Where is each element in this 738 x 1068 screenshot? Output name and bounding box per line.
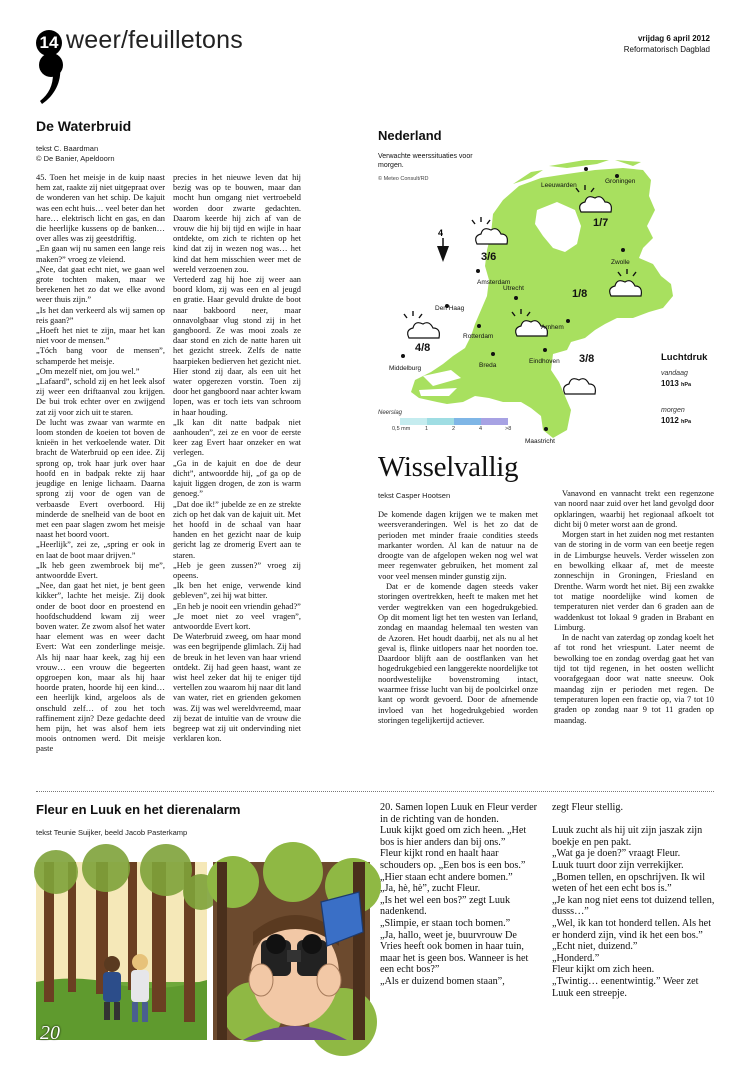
pressure-tomorrow-value	[661, 416, 691, 425]
precip-swatch	[400, 418, 427, 425]
city-label: Den Haag	[435, 305, 465, 312]
city-label: Amsterdam	[477, 279, 511, 286]
weather-column-2	[554, 489, 714, 725]
comma-logo-icon	[36, 52, 66, 104]
story-paragraph: Vertederd zag hij hoe zij weer aan boord klom, zij was een en al jeugd en gratie. Haar gevuld drukte de boot naar bakboord neer, maar onnavolgbaar vlug stond zij in het gangboord. Ze was mooi zoals ze daar stond en zich de natte haren uit het gezicht streek. Zelfs de natte haarpieken bedierven het gezicht niet. Hier stond zij daar, als een uit het water opgerezen vorstin. Toen zij door het gangboord naar achter kwam lopen, was er toch iets van schroom in haar houding.	[173, 275, 301, 417]
kids-paragraph: „Wat ga je doen?” vraagt Fleur.	[552, 848, 681, 860]
city-dot	[491, 352, 495, 356]
weather-column-1	[378, 510, 538, 725]
city-label: Zwolle	[611, 259, 630, 266]
temperature-label: 4/8	[415, 342, 431, 354]
sun-cloud-icon	[404, 311, 439, 338]
story-paragraph: „En gaan wij nu samen een lange reis maken?” vroeg ze vleiend.	[36, 244, 165, 264]
story-column-2	[173, 173, 301, 744]
pressure-unit: hPa	[681, 382, 692, 388]
kids-paragraph: „Bomen tellen, en opschrijven. Ik wil weten of het een echt bos is.”	[552, 871, 706, 895]
precip-swatch	[454, 418, 481, 425]
city-label: Maastricht	[525, 438, 555, 445]
temperature-label: 1/7	[593, 217, 609, 229]
story-title: De Waterbruid	[36, 118, 132, 134]
precip-swatch	[427, 418, 454, 425]
kids-paragraph: „Slimpie, er staan toch bomen.”	[380, 917, 511, 929]
wind-arrow-icon	[437, 238, 449, 262]
precip-tick: 4	[479, 426, 483, 432]
weather-paragraph: In de nacht van zaterdag op zondag koelt het af tot rond het vriespunt. Later neemt de bewolking toe en zondag overdag gaat het van tijd tot tijd regenen, in het oosten wellicht voorafgegaan door wat natte sneeuw. Ook maandag zijn er perioden met regen. De temperaturen lopen een fractie op, via 7 tot 10 graden op zondag naar 9 tot 11 graden op maandag.	[554, 633, 714, 725]
pressure-today-value	[661, 379, 691, 388]
city-dot	[543, 348, 547, 352]
weather-title: Nederland	[378, 128, 442, 143]
story-paragraph: „Ga in de kajuit en doe de deur dicht”, antwoordde hij, „of ga op de kajuit liggen drogen, de zon is warm genoeg.”	[173, 458, 301, 499]
city-dot	[401, 354, 405, 358]
city-label: Utrecht	[503, 285, 524, 292]
story-paragraph: „Ik ben het enige, verwende kind gebleven”, zei hij wat bitter.	[173, 581, 301, 601]
kids-paragraph: zegt Fleur stellig.	[552, 802, 624, 813]
city-label: Breda	[479, 362, 497, 369]
story-paragraph: „Heerlijk”, zei ze, „spring er ook in en laat de boot maar drijven.”	[36, 540, 165, 560]
story-paragraph: „Ik kan dit natte badpak niet aanhouden”, zei ze en voor de eerste keer zag Evert haar onzeker en wat verlegen.	[173, 417, 301, 458]
weather-paragraph: Dat er de komende dagen steeds vaker storingen overtrekken, heeft te maken met het verder wegtrekken van een hogedrukgebied. Op dit moment ligt het ten westen van Ierland, zondag en maandag helemaal ten westen van de Azoren. Het houdt daarbij, net als nu al het geval is, flinke uitlopers naar het noorden toe. Daardoor blijft aan de oostflanken van het hogedrukgebied een langgerekte noordelijke tot noordwestelijke bovenstroming intact, waarmee frisse lucht van bij de poolcirkel onze kant op wordt gevoerd. Door de afnemende invloed van het hogedrukgebied worden storingen tegelijkertijd actiever.	[378, 582, 538, 725]
story-paragraph: „Nee, dat gaat echt niet, we gaan wel grote tochten maken, maar we berekenen het zo dat we elke avond weer thuis zijn.”	[36, 264, 165, 305]
story-paragraph: 45. Toen het meisje in de kuip naast hem zat, raakte zij niet uitgepraat over de wonderen van het schip. De kajuit was een echt huis… veel beter dan het hare… elektrisch licht en gas, en dan die heerlijke kussens op de banken… over alles was zij geestdriftig.	[36, 173, 165, 244]
story-paragraph: „Heb je geen zussen?” vroeg zij opeens.	[173, 560, 301, 580]
story-paragraph: „Dat doe ik!” jubelde ze en ze strekte zich op het dak van de kajuit uit. Met het hoofd in de schaal van haar handen en het gezicht naar de kuip gericht lag ze dromerig Evert aan te staren.	[173, 499, 301, 560]
temperature-label: 3/8	[579, 353, 595, 365]
precip-tick: 2	[452, 426, 456, 432]
pressure-tomorrow-number: 1012	[661, 416, 679, 425]
kids-paragraph: Fleur kijkt om zich heen.	[552, 964, 655, 976]
story-paragraph: De Waterbruid zweeg, om haar mond was een begrijpende glimlach. Zij had de breuk in het leven van haar vriend ontdekt. Zij had geen haast, want ze wist heel zeker dat hij te eniger tijd vertellen zou waarom hij naar dit land van water, riet en grienden gekomen was. Zij was wel wereldvreemd, maar zij bezat de intuïtie van de vrouw die begreep wat zij uit ondervinding niet verklaren kon.	[173, 632, 301, 744]
city-dot	[514, 296, 518, 300]
temperature-label: 1/8	[572, 288, 588, 300]
city-label: Groningen	[605, 178, 636, 185]
story-paragraph: „Je moet niet zo veel vragen”, antwoordde Evert kort.	[173, 611, 301, 631]
story-paragraph: „Lafaard”, schold zij en het leek alsof zij weer een driftaanval zou krijgen. De bui trok echter over en zwijgend zat zij voor zich uit te staren.	[36, 377, 165, 417]
kids-paragraph: Luuk zucht als hij uit zijn jaszak zijn boekje en pen pakt.	[552, 825, 703, 848]
pressure-unit: hPa	[681, 419, 692, 425]
kids-paragraph: „Twintig… eenentwintig.” Weer zet Luuk een streepje.	[552, 975, 699, 999]
story-column-1	[36, 173, 165, 754]
kids-paragraph: Luuk kijkt goed om zich heen. „Het bos is hier anders dan bij ons.”	[380, 825, 527, 848]
kids-column-1	[380, 802, 540, 1052]
pressure-tomorrow-label: morgen	[661, 407, 685, 414]
cloud-icon	[564, 379, 596, 394]
precip-tick: 1	[425, 426, 429, 432]
section-divider	[36, 791, 714, 792]
kids-paragraph: „Is het wel een bos?” zegt Luuk nadenkend.	[380, 894, 511, 918]
city-label: Rotterdam	[463, 333, 494, 340]
city-dot	[621, 248, 625, 252]
kids-paragraph: „Honderd.”	[552, 952, 600, 964]
city-dot	[477, 324, 481, 328]
kids-paragraph: „Je kan nog niet eens tot duizend tellen, dusss…”	[552, 894, 715, 918]
pressure-title: Luchtdruk	[661, 352, 708, 363]
weather-paragraph: Vanavond en vannacht trekt een regenzone van noord naar zuid over het land gevolgd door opklaringen, waarbij het regionaal afkoelt tot dicht bij 0 meter worst aan de grond.	[554, 489, 714, 529]
kids-paragraph: „Echt niet, duizend.”	[552, 941, 638, 953]
kids-paragraph: Fleur kijkt rond en haalt haar schouders op. „Een bos is een bos.”	[380, 848, 526, 871]
pressure-today-label: vandaag	[661, 370, 688, 377]
story-paragraph: De lucht was zwaar van warmte en loom stonden de koeien tot boven de knieën in het verkoelende water. Dit bracht de Waterbruid op een idee. Zij sprong op, trok haar jurk over haar hoofd en in badpak rekte zij haar jeugdige en lenige lichaam. Daarna sprong zij voor de ogen van de verbaasde Evert overboord. Hij minderde de snelheid van de boot en met een paar slagen zwom het meisje naast het boord voort.	[36, 417, 165, 540]
kids-paragraph: 20. Samen lopen Luuk en Fleur verder in de richting van de honden.	[380, 802, 538, 825]
story-publisher-credit: © De Banier, Apeldoorn	[36, 154, 115, 163]
section-title: weer/feuilletons	[66, 26, 243, 54]
weather-paragraph: De komende dagen krijgen we te maken met weersveranderingen. Wel is het zo dat de perioden met minder fraaie condities steeds markanter worden. Al kan de natuur na de droogte van de afgelopen weken nog wel wat meer regenwater gebruiken, het moment zal voor veel mensen minder gunstig zijn.	[378, 510, 538, 581]
kids-story-title: Fleur en Luuk en het dierenalarm	[36, 802, 241, 817]
weather-subtitle: Verwachte weerssituaties voor morgen.	[378, 153, 473, 169]
story-paragraph: precies in het nieuwe leven dat hij bezig was op te bouwen, maar dan mocht hun omgang niet vertroebeld worden door zwarte gedachten. Daarom keerde hij zich af van de vrouw die hij bij tijd en wijle in haar ontdekte, om zich te richten op het kind dat zij in wezen nog was… het kind dat hem misschien weer met de wereld verzoenen zou.	[173, 173, 301, 274]
weather-author-credit: tekst Casper Hootsen	[378, 491, 451, 500]
precip-tick: >8	[505, 426, 512, 432]
kids-paragraph: „Als er duizend bomen staan”,	[380, 975, 505, 987]
header-paper-name: Reformatorisch Dagblad	[623, 45, 710, 54]
kids-column-2	[552, 802, 717, 1052]
story-paragraph: „Tóch bang voor de mensen”, schamperde het meisje.	[36, 346, 165, 366]
story-paragraph: „En heb je nooit een vriendin gehad?”	[173, 601, 301, 611]
kids-paragraph: Luuk tuurt door zijn verrekijker.	[552, 859, 684, 871]
wind-force-label: 4	[438, 228, 444, 238]
kids-paragraph: „Ja, hè, hè”, zucht Fleur.	[380, 883, 481, 895]
kids-paragraph: „Ja, hallo, weet je, buurvrouw De Vries heeft ook bomen in haar tuin, maar het is geen bos. Wanneer is het een echt bos?”	[380, 929, 529, 976]
weather-source: © Meteo Consult/RD	[378, 176, 429, 182]
city-dot	[544, 427, 548, 431]
story-paragraph: „Om mezelf niet, om jou wel.”	[36, 366, 140, 376]
temperature-label: 3/6	[481, 251, 497, 263]
story-author-credit: tekst C. Baardman	[36, 144, 99, 153]
city-dot	[566, 319, 570, 323]
weather-paragraph: Morgen start in het zuiden nog met restanten van de storing in de vorm van een beetje regen in de Limburgse heuvels. Verder wisselen zon en bewolking elkaar af, met de meeste zonneschijn in Groningen, Friesland en Drenthe. Warm wordt het niet. Bij een zwakke tot matige noordelijke wind komen de temperaturen niet verder dan 6 graden aan de waddenkust tot lokaal 9 graden in Brabant en Limburg.	[554, 530, 714, 632]
precip-legend-title: Neerslag	[378, 410, 403, 416]
city-dot	[476, 269, 480, 273]
city-label: Arnhem	[541, 324, 564, 331]
episode-number: 20	[40, 1022, 60, 1044]
city-label: Leeuwarden	[541, 182, 577, 189]
city-label: Middelburg	[389, 365, 422, 372]
header-date: vrijdag 6 april 2012	[637, 34, 710, 43]
city-dot	[584, 167, 588, 171]
precip-swatch	[481, 418, 508, 425]
page-number-badge: 14	[36, 30, 62, 56]
story-paragraph: „Hoeft het niet te zijn, maar het kan niet voor de mensen.”	[36, 326, 165, 346]
kids-story-credit: tekst Teunie Suijker, beeld Jacob Pasterkamp	[36, 828, 188, 837]
forest-children-illustration	[36, 862, 207, 1040]
pressure-today-number: 1013	[661, 379, 679, 388]
kids-paragraph: „Hier staan echt andere bomen.”	[380, 871, 513, 883]
kids-paragraph: „Wel, ik kan tot honderd tellen. Als het er honderd zijn, vind ik het een bos.”	[552, 917, 712, 941]
city-label: Eindhoven	[529, 358, 560, 365]
binoculars-illustration	[213, 862, 370, 1040]
story-paragraph: „Ik heb geen zwembroek bij me”, antwoordde Evert.	[36, 560, 165, 580]
story-paragraph: „Is het dan verkeerd als wij samen op reis gaan?”	[36, 305, 165, 325]
precip-tick: 0,5 mm	[392, 426, 411, 432]
story-paragraph: „Nee, dan gaat het niet, je bent geen kikker”, lachte het meisje. Zij dook onder de boot door en proestend en hoofdschuddend kwam zij weer boven water. Ze zwom alsof het water haar element was en weer dacht Evert: Wat een zonderlinge meisje. Als hij naar haar keek, zag hij een vrouw… een vrouw die begeerten opgroepen kon, maar als hij haar hoorde praten, hoorde hij een kind… een heerlijk kind, argeloos als de onschuld zelf… of zou het toch raffinement zijn? Deze gedachte deed hem pijn, het was alsof hem iets moois ontnomen werd. Dit meisje paste	[36, 581, 165, 754]
weather-headline: Wisselvallig	[378, 451, 519, 483]
